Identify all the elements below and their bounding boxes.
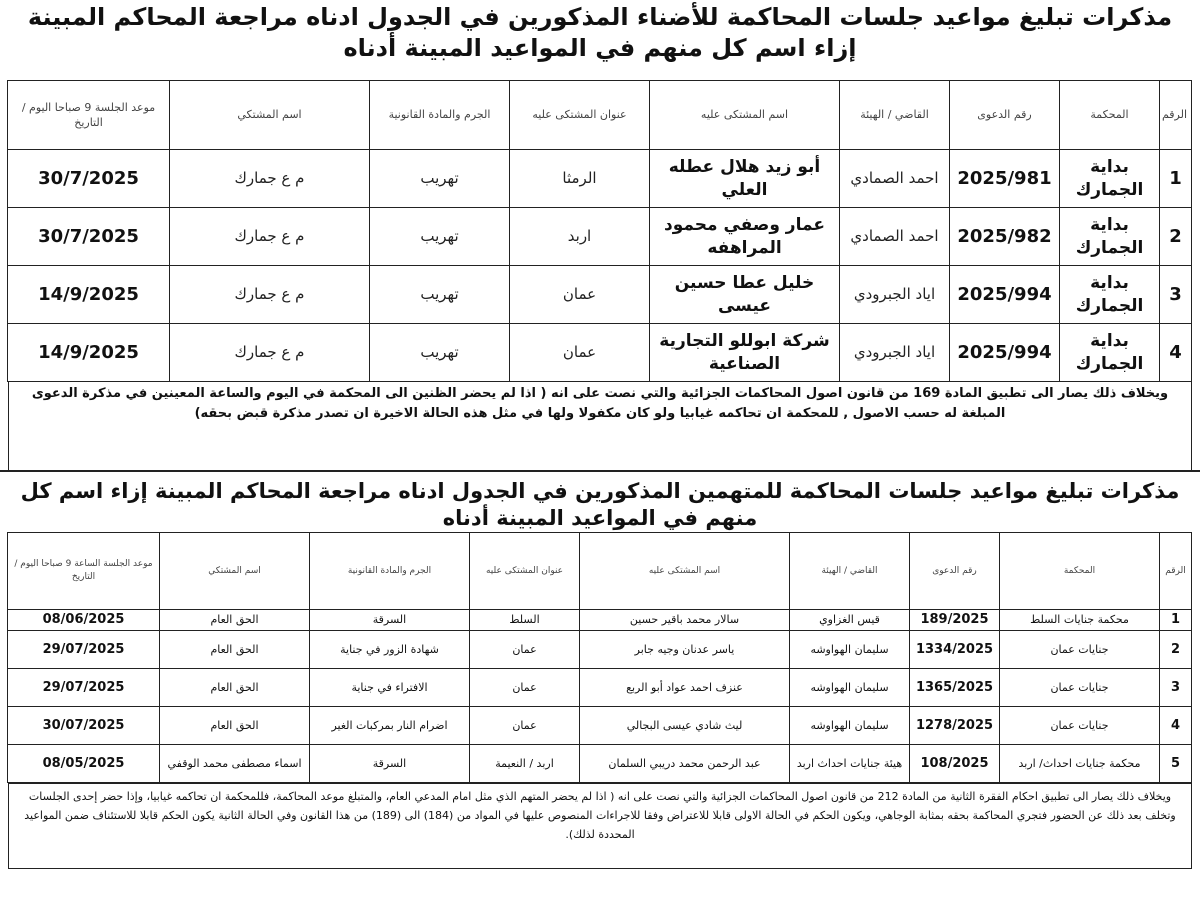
table-row	[8, 610, 1192, 631]
table-row	[8, 631, 1192, 669]
row-charge: تهريب	[370, 150, 510, 208]
row-defendant-address: عمان	[470, 669, 580, 707]
table-row	[8, 208, 1192, 266]
table-row	[8, 669, 1192, 707]
table-row	[8, 266, 1192, 324]
row-court: بداية الجمارك	[1060, 208, 1160, 266]
row-charge: اضرام النار بمركبات الغير	[310, 707, 470, 745]
row-judge: سليمان الهواوشه	[790, 707, 910, 745]
table-row	[8, 707, 1192, 745]
section1-legal-note: ويخلاف ذلك يصار الى تطبيق المادة 169 من قانون اصول المحاكمات الجزائية والتي نصت على انه ( اذا لم يحضر الظنين الى المحكمة في اليوم والساعة المعينين في مذكرة الدعوى المبلغة له حسب الاصول , للمحكمة ان تحاكمه غيابيا ولو كان مكفولا ولها في مثل هذه الحالة الاخيرة ان تصدر مذكرة قبض بحقه)	[8, 382, 1192, 470]
row-judge: اياد الجبرودي	[840, 266, 950, 324]
row-session-date: 08/06/2025	[8, 610, 160, 631]
row-judge: قيس الغزاوي	[790, 610, 910, 631]
row-plaintiff: الحق العام	[160, 610, 310, 631]
row-defendant-address: عمان	[510, 324, 650, 382]
row-session-date: 14/9/2025	[8, 324, 170, 382]
row-charge: السرقة	[310, 745, 470, 783]
row-plaintiff: اسماء مصطفى محمد الوقفي	[160, 745, 310, 783]
table-row	[8, 745, 1192, 783]
header-judge: القاضي / الهيئة	[790, 533, 910, 610]
row-defendant-address: عمان	[470, 707, 580, 745]
row-judge: سليمان الهواوشه	[790, 669, 910, 707]
row-court: بداية الجمارك	[1060, 266, 1160, 324]
row-defendant-name: أبو زيد هلال عطله العلي	[650, 150, 840, 208]
row-defendant-name: خليل عطا حسين عيسى	[650, 266, 840, 324]
row-defendant-address: عمان	[510, 266, 650, 324]
row-session-date: 30/7/2025	[8, 150, 170, 208]
row-plaintiff: م ع جمارك	[170, 266, 370, 324]
row-case-number: 2025/994	[950, 324, 1060, 382]
row-defendant-name: عنزف احمد عواد أبو الربع	[580, 669, 790, 707]
row-defendant-name: عبد الرحمن محمد دريبي السلمان	[580, 745, 790, 783]
header-number: الرقم	[1160, 81, 1192, 150]
header-charge: الجرم والمادة القانونية	[310, 533, 470, 610]
row-judge: احمد الصمادي	[840, 208, 950, 266]
row-plaintiff: م ع جمارك	[170, 208, 370, 266]
row-court: محكمة جنايات السلط	[1000, 610, 1160, 631]
row-court: بداية الجمارك	[1060, 150, 1160, 208]
row-number: 5	[1160, 745, 1192, 783]
row-defendant-name: عمار وصفي محمود المراهفه	[650, 208, 840, 266]
row-court: جنايات عمان	[1000, 631, 1160, 669]
row-court: بداية الجمارك	[1060, 324, 1160, 382]
section1-header-row	[8, 81, 1192, 150]
row-defendant-address: السلط	[470, 610, 580, 631]
header-court: المحكمة	[1060, 81, 1160, 150]
row-case-number: 1278/2025	[910, 707, 1000, 745]
row-court: محكمة جنايات احداث/ اربد	[1000, 745, 1160, 783]
row-case-number: 1334/2025	[910, 631, 1000, 669]
row-number: 2	[1160, 208, 1192, 266]
row-number: 4	[1160, 707, 1192, 745]
row-judge: احمد الصمادي	[840, 150, 950, 208]
row-session-date: 08/05/2025	[8, 745, 160, 783]
row-number: 1	[1160, 150, 1192, 208]
row-session-date: 30/07/2025	[8, 707, 160, 745]
header-session-date: موعد الجلسة الساعة 9 صباحا اليوم / التاريخ	[8, 533, 160, 610]
row-number: 4	[1160, 324, 1192, 382]
header-defendant-name: اسم المشتكى عليه	[650, 81, 840, 150]
row-defendant-address: اربد / النعيمة	[470, 745, 580, 783]
header-court: المحكمة	[1000, 533, 1160, 610]
row-plaintiff: م ع جمارك	[170, 150, 370, 208]
row-case-number: 189/2025	[910, 610, 1000, 631]
row-defendant-name: ليث شادي عيسى البجالي	[580, 707, 790, 745]
row-court: جنايات عمان	[1000, 669, 1160, 707]
section1-table	[7, 80, 1192, 382]
header-case-number: رقم الدعوى	[910, 533, 1000, 610]
row-defendant-name: سالار محمد باقير حسين	[580, 610, 790, 631]
row-number: 3	[1160, 266, 1192, 324]
section2-title: مذكرات تبليغ مواعيد جلسات المحاكمة للمتهمين المذكورين في الجدول ادناه مراجعة المحاكم المبينة إزاء اسم كل منهم في المواعيد المبينة أدناه	[0, 470, 1200, 532]
section2-legal-note: ويخلاف ذلك يصار الى تطبيق احكام الفقرة الثانية من المادة 212 من قانون اصول المحاكمات الجزائية والتي نصت على انه ( اذا لم يحضر المتهم الذي مثل امام المدعي العام، والمتبلغ موعد المحاكمة، فللمحكمة ان تحاكمه غيابيا، وإذا حضر إحدى الجلسات وتخلف بعد ذلك عن الحضور فتجري المحاكمة بحقه بمثابة الوجاهي، ويكون الحكم في الحالة الاولى قابلا للاعتراض وفقا للاجراءات المنصوص عليها في المواد من (184) الى (189) من هذا القانون وفي الحالة الثانية يكون الحكم قابلا للاستئناف ضمن المواعيد المحددة لذلك).	[8, 783, 1192, 869]
row-session-date: 30/7/2025	[8, 208, 170, 266]
row-number: 3	[1160, 669, 1192, 707]
section2-header-row	[8, 533, 1192, 610]
table-row	[8, 150, 1192, 208]
row-case-number: 2025/982	[950, 208, 1060, 266]
row-plaintiff: الحق العام	[160, 631, 310, 669]
row-charge: تهريب	[370, 266, 510, 324]
row-session-date: 14/9/2025	[8, 266, 170, 324]
row-defendant-address: الرمثا	[510, 150, 650, 208]
row-case-number: 2025/981	[950, 150, 1060, 208]
row-defendant-address: اربد	[510, 208, 650, 266]
header-defendant-name: اسم المشتكى عليه	[580, 533, 790, 610]
row-judge: سليمان الهواوشه	[790, 631, 910, 669]
row-judge: هيئة جنايات احداث اربد	[790, 745, 910, 783]
row-court: جنايات عمان	[1000, 707, 1160, 745]
row-plaintiff: الحق العام	[160, 669, 310, 707]
header-session-date: موعد الجلسة 9 صباحا اليوم / التاريخ	[8, 81, 170, 150]
row-case-number: 108/2025	[910, 745, 1000, 783]
header-judge: القاضي / الهيئة	[840, 81, 950, 150]
row-judge: اياد الجبرودي	[840, 324, 950, 382]
header-case-number: رقم الدعوى	[950, 81, 1060, 150]
header-charge: الجرم والمادة القانونية	[370, 81, 510, 150]
row-case-number: 1365/2025	[910, 669, 1000, 707]
row-session-date: 29/07/2025	[8, 631, 160, 669]
row-defendant-name: شركة ابوللو التجارية الصناعية	[650, 324, 840, 382]
header-plaintiff: اسم المشتكي	[170, 81, 370, 150]
section1-title: مذكرات تبليغ مواعيد جلسات المحاكمة للأضناء المذكورين في الجدول ادناه مراجعة المحاكم المبينة إزاء اسم كل منهم في المواعيد المبينة أدناه	[27, 3, 1173, 63]
header-defendant-address: عنوان المشتكى عليه	[470, 533, 580, 610]
header-defendant-address: عنوان المشتكى عليه	[510, 81, 650, 150]
row-session-date: 29/07/2025	[8, 669, 160, 707]
row-case-number: 2025/994	[950, 266, 1060, 324]
row-defendant-name: ياسر عدنان وجيه جابر	[580, 631, 790, 669]
row-charge: تهريب	[370, 208, 510, 266]
header-number: الرقم	[1160, 533, 1192, 610]
section2-table	[7, 532, 1192, 783]
row-charge: شهادة الزور في جناية	[310, 631, 470, 669]
row-number: 2	[1160, 631, 1192, 669]
row-charge: السرقة	[310, 610, 470, 631]
row-plaintiff: م ع جمارك	[170, 324, 370, 382]
row-charge: تهريب	[370, 324, 510, 382]
row-defendant-address: عمان	[470, 631, 580, 669]
row-charge: الافتراء في جناية	[310, 669, 470, 707]
table-row	[8, 324, 1192, 382]
header-plaintiff: اسم المشتكي	[160, 533, 310, 610]
row-number: 1	[1160, 610, 1192, 631]
row-plaintiff: الحق العام	[160, 707, 310, 745]
